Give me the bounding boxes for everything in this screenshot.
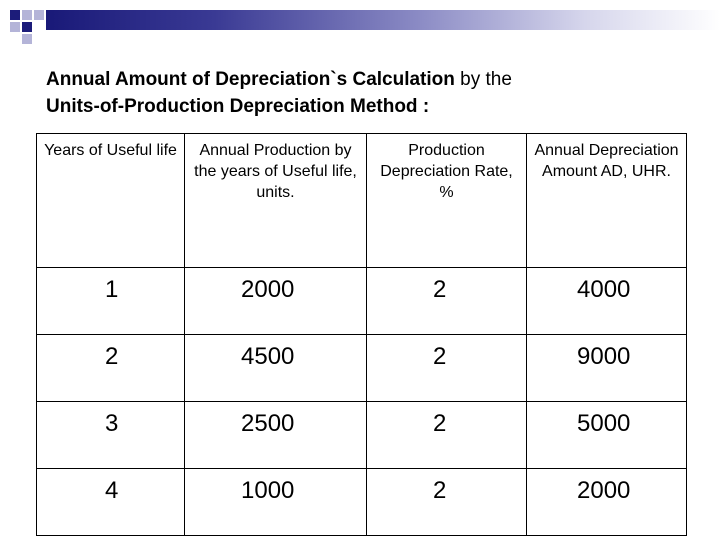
- cell-year: 1: [37, 268, 185, 335]
- cell-rate: 2: [367, 335, 527, 402]
- title-bold-part-1: Annual Amount of Depreciation`s Calculation: [46, 69, 455, 90]
- decor-square: [22, 22, 32, 32]
- decor-square: [22, 34, 32, 44]
- depreciation-table: [36, 133, 687, 536]
- cell-production: 2000: [185, 268, 367, 335]
- header-annual-production: Annual Production by the years of Useful life, units.: [185, 134, 367, 268]
- table-row: [37, 402, 687, 469]
- cell-rate: 2: [367, 402, 527, 469]
- cell-year: 2: [37, 335, 185, 402]
- cell-year: 4: [37, 469, 185, 536]
- cell-amount: 2000: [527, 469, 687, 536]
- cell-year: 3: [37, 402, 185, 469]
- cell-amount: 9000: [527, 335, 687, 402]
- header-years: Years of Useful life: [37, 134, 185, 268]
- cell-rate: 2: [367, 469, 527, 536]
- cell-amount: 4000: [527, 268, 687, 335]
- decor-square: [10, 10, 20, 20]
- header-rate: Production Depreciation Rate, %: [367, 134, 527, 268]
- decor-square: [10, 22, 20, 32]
- cell-amount: 5000: [527, 402, 687, 469]
- top-decorative-band: [0, 0, 720, 46]
- cell-production: 2500: [185, 402, 367, 469]
- gradient-bar: [46, 10, 720, 30]
- table-row: [37, 335, 687, 402]
- table-row: [37, 469, 687, 536]
- header-depreciation-amount: Annual Depreciation Amount AD, UHR.: [527, 134, 687, 268]
- cell-rate: 2: [367, 268, 527, 335]
- decor-square: [34, 10, 44, 20]
- table-header-row: [37, 134, 687, 268]
- table-row: [37, 268, 687, 335]
- cell-production: 4500: [185, 335, 367, 402]
- title-normal-part: by the: [454, 69, 512, 90]
- slide-title: [46, 66, 686, 120]
- title-bold-part-2: Units-of-Production Depreciation Method :: [46, 96, 430, 117]
- cell-production: 1000: [185, 469, 367, 536]
- decor-square: [22, 10, 32, 20]
